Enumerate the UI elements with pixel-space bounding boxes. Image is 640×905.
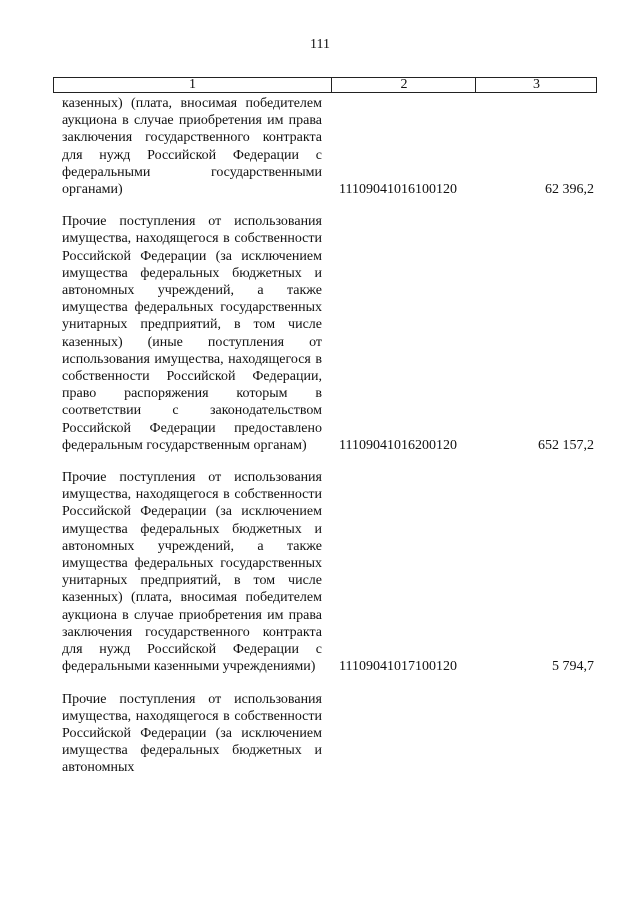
row-amount: 652 157,2: [538, 437, 594, 453]
row-description: казенных) (плата, вносимая победителем аукциона в случае приобретения им права заключения государственного контракта для нужд Российской Федерации с федеральными государственными органами): [62, 96, 322, 198]
table-row: [0, 213, 640, 454]
table-body: [0, 95, 640, 777]
table-row: [0, 469, 640, 675]
page-number: 111: [310, 37, 330, 52]
row-amount: 62 396,2: [545, 182, 594, 198]
row-code: 11109041016100120: [339, 182, 457, 198]
table-header-col2: 2: [331, 78, 476, 92]
row-gap: [0, 454, 640, 469]
row-gap: [0, 198, 640, 213]
table-row: [0, 691, 640, 777]
table-header-col1: 1: [189, 77, 196, 92]
row-code: 11109041017100120: [339, 659, 457, 675]
table-row: [0, 95, 640, 198]
table-header: [53, 77, 597, 93]
row-description: Прочие поступления от использования имущества, находящегося в собственности Российской Федерации (за исключением имущества федеральных бюджетных и автономных учреждений, а также имущества федеральных государственных унитарных предприятий, в том числе казенных) (иные поступления от использования имущества, находящегося в собственности Российской Федерации, право распоряжения которым в соответствии с законодательством Российской Федерации предоставлено федеральным государственным органам): [62, 214, 322, 453]
row-description: Прочие поступления от использования имущества, находящегося в собственности Российской Федерации (за исключением имущества федеральных бюджетных и автономных: [62, 691, 322, 776]
row-amount: 5 794,7: [552, 659, 594, 675]
row-code: 11109041016200120: [339, 437, 457, 453]
row-description: Прочие поступления от использования имущества, находящегося в собственности Российской Федерации (за исключением имущества федеральных бюджетных и автономных учреждений, а также имущества федеральных государственных унитарных предприятий, в том числе казенных) (плата, вносимая победителем аукциона в случае приобретения им права заключения государственного контракта для нужд Российской Федерации с федеральными казенными учреждениями): [62, 470, 322, 675]
row-gap: [0, 676, 640, 691]
table-header-col3: 3: [475, 78, 597, 92]
